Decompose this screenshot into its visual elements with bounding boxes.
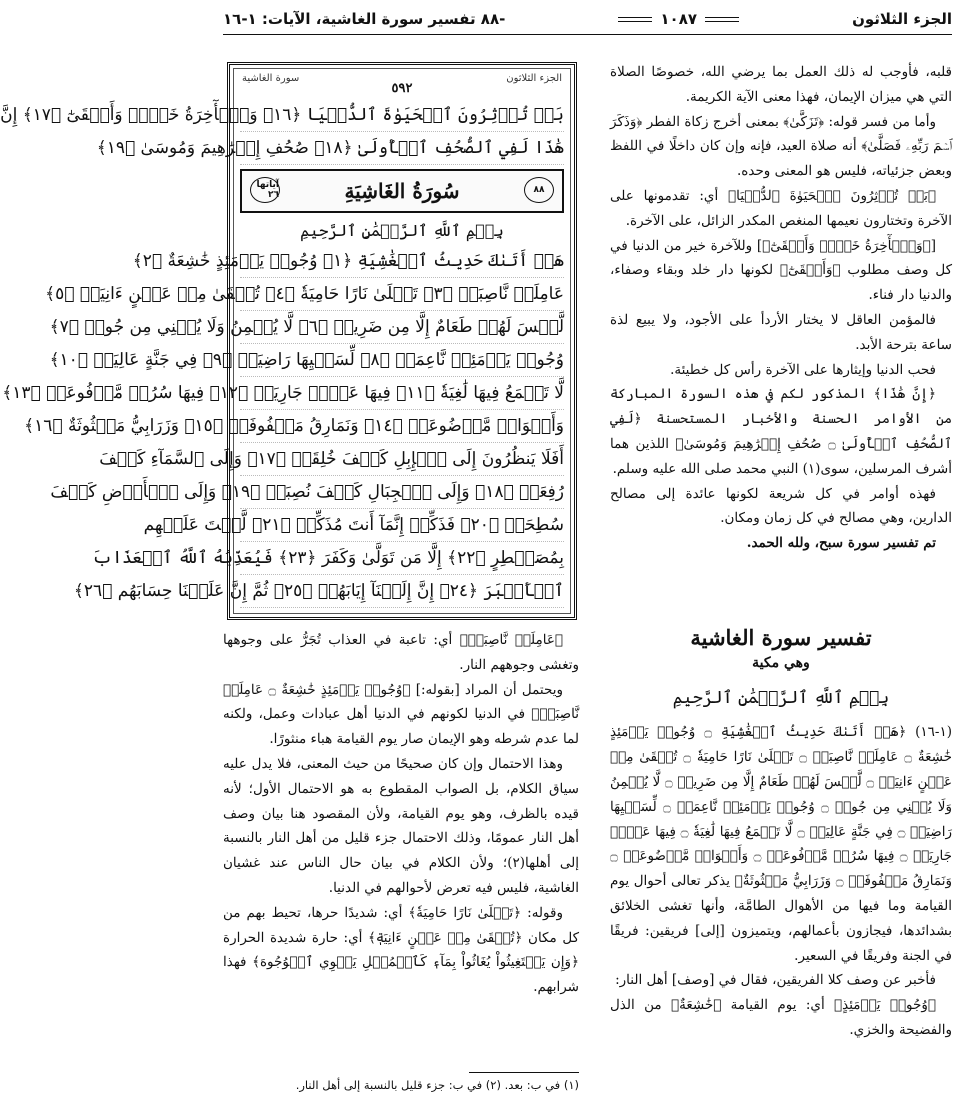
quran-text [0, 99, 564, 608]
verse-line: لَّيۡسَ لَهُمۡ طَعَامٌ إِلَّا مِن ضَرِيعٖ ﴿٦﴾ لَّا يُسۡمِنُ وَلَا يُغۡنِي مِن جُوعٖ ﴿٧﴾ [240, 311, 564, 344]
surah-banner-title: سُورَةُ الغَاشِيَةِ [344, 179, 460, 203]
paragraph: (١-١٦) ﴿هَلۡ أَتَىٰكَ حَدِيثُ ٱلۡغَٰشِيَةِ ۝ وُجُوهٞ يَوۡمَئِذٍ خَٰشِعَةٌ ۝ عَامِلَةٞ نَّاصِبَةٞ ۝ تَصۡلَىٰ نَارًا حَامِيَةٗ ۝ تُسۡقَىٰ مِنۡ عَيۡنٍ ءَانِيَةٖ ۝ لَّيۡسَ لَهُمۡ طَعَامٌ إِلَّا مِن ضَرِيعٖ ۝ لَّا يُسۡمِنُ وَلَا يُغۡنِي مِن جُوعٖ ۝ وُجُوهٞ يَوۡمَئِذٖ نَّاعِمَةٞ ۝ لِّسَعۡيِهَا رَاضِيَةٞ ۝ فِي جَنَّةٍ عَالِيَةٖ ۝ لَّا تَسۡمَعُ فِيهَا لَٰغِيَةٗ ۝ فِيهَا عَيۡنٞ جَارِيَةٞ ۝ فِيهَا سُرُرٞ مَّرۡفُوعَةٞ ۝ وَأَكۡوَابٞ مَّوۡضُوعَةٞ ۝ وَنَمَارِقُ مَصۡفُوفَةٞ ۝ وَزَرَابِيُّ مَبۡثُوثَةٌ﴾ يذكر تعالى أحوال يوم القيامة وما فيها من الأهوال الطامَّة، وأنها تغشى الخلائق بشدائدها، فيجازون بأعمالهم، ويتميزون [إلى] فريقين: فريقًا في الجنة وفريقًا في السعير. [610, 724, 953, 964]
verse-line: عَامِلَةٞ نَّاصِبَةٞ ﴿٣﴾ تَصۡلَىٰ نَارًا حَامِيَةٗ ﴿٤﴾ تُسۡقَىٰ مِنۡ عَيۡنٍ ءَانِيَةٖ ﴿٥﴾ [240, 278, 564, 311]
surah-commentary-subtitle: وهي مكية [752, 654, 810, 671]
paragraph: ﴿عَامِلَةٞ نَّاصِبَةٞ﴾ أي: تاعبة في العذاب تُجَرُّ على وجوهها وتغشى وجوههم النار. [223, 632, 579, 673]
paragraph: ﴿بَلۡ تُؤۡثِرُونَ ٱلۡحَيَوٰةَ ٱلدُّنۡيَا﴾ أي: تقدمونها على الآخرة وتختارون نعيمها المنغص المكدر الزائل، على الآخرة. [610, 187, 952, 229]
paragraph: وهذا الاحتمال وإن كان صحيحًا من حيث المعنى، فلا يدل عليه سياق الكلام، بل الصواب المقطوع به هو الاحتمال الأول؛ لأنه قيده بالظرف، وهو يوم القيامة، ولأن المقصود هنا بيان وصف أهل النار عمومًا، وذلك الاحتمال جزء قليل من أهل النار بالنسبة إلى أهلها(٢)؛ ولأن الكلام في بيان حال الناس عند غشيان الغاشية، فليس فيه تعرض لأحوالهم في الدنيا. [223, 755, 579, 896]
paragraph: وقوله: ﴿تَصۡلَىٰ نَارًا حَامِيَةٗ﴾ أي: شديدًا حرها، تحيط بهم من كل مكان ﴿تُسۡقَىٰ مِنۡ عَيۡنٍ ءَانِيَةٖ﴾ أي: حارة شديدة الحرارة ﴿وَإِن يَسۡتَغِيثُواْ يُغَاثُواْ بِمَآءٖ كَٱلۡمُهۡلِ يَشۡوِي ٱلۡوُجُوهَ﴾ فهذا شرابهم. [223, 904, 579, 996]
verse-line: هَلۡ أَتَىٰكَ حَدِيثُ ٱلۡغَٰشِيَةِ ﴿١﴾ وُجُوهٞ يَوۡمَئِذٍ خَٰشِعَةٌ ﴿٢﴾ [240, 245, 564, 278]
paragraph: فحب الدنيا وإيثارها على الآخرة رأس كل خطيئة. [670, 361, 936, 378]
paragraph: قلبه، فأوجب له ذلك العمل بما يرضي الله، خصوصًا الصلاة التي هي ميزان الإيمان، فهذا معنى الآية الكريمة. [610, 64, 952, 105]
verse-line: وَأَكۡوَابٞ مَّوۡضُوعَةٞ ﴿١٤﴾ وَنَمَارِقُ مَصۡفُوفَةٞ ﴿١٥﴾ وَزَرَابِيُّ مَبۡثُوثَةٌ ﴿١٦﴾ [240, 410, 564, 443]
footnotes: (١) في ب: بعد. (٢) في ب: جزء قليل بالنسبة إلى أهل النار. [295, 1078, 579, 1092]
surah-commentary-title: تفسير سورة الغاشية [690, 625, 872, 650]
paragraph: فالمؤمن العاقل لا يختار الأردأ على الأجود، ولا يبيع لذة ساعة بترحة الأبد. [610, 311, 952, 353]
commentary-left-bottom [223, 628, 579, 1000]
paragraph: فهذه أوامر في كل شريعة لكونها عائدة إلى مصالح الدارين، وهي مصالح في كل زمان ومكان. [610, 485, 952, 527]
mushaf-basmala: بِسۡمِ ٱللَّهِ ٱلرَّحۡمَٰنِ ٱلرَّحِيمِ [300, 221, 504, 240]
mushaf-page-number: ٥٩٢ [391, 81, 413, 96]
paragraph: ﴿إِنَّ هَٰذَا﴾ المذكور لكم في هذه السورة المباركة من الأوامر الحسنة والأخبار المستحسنة ﴿لَفِي ٱلصُّحُفِ ٱلۡأُولَىٰ ۝ صُحُفِ إِبۡرَٰهِيمَ وَمُوسَىٰ﴾ اللذين هما أشرف المرسلين، سوى(١) النبي محمد صلى الله عليه وسلم. [610, 386, 952, 477]
verse-line: هَٰذَا لَفِي ٱلصُّحُفِ ٱلۡأُولَىٰ ﴿١٨﴾ صُحُفِ إِبۡرَٰهِيمَ وَمُوسَىٰ ﴿١٩﴾ [240, 132, 564, 165]
page-number: ١٠٨٧ [660, 10, 698, 28]
verse-line: أَفَلَا يَنظُرُونَ إِلَى ٱلۡإِبِلِ كَيۡفَ خُلِقَتۡ ﴿١٧﴾ وَإِلَى ٱلسَّمَآءِ كَيۡفَ [240, 443, 564, 476]
section-title: -٨٨ تفسير سورة الغاشية، الآيات: ١-١٦ [223, 10, 506, 28]
paragraph: فأخبر عن وصف كلا الفريقين، فقال في [وصف] أهل النار: [615, 972, 936, 989]
paragraph: وأما من فسر قوله: ﴿تَزَكَّىٰ﴾ بمعنى أخرج زكاة الفطر ﴿وَذَكَرَ ٱسۡمَ رَبِّهِۦ فَصَلَّىٰ﴾ أنه صلاة العيد، فإنه وإن كان داخلًا في اللفظ وبعض جزئياته، فليس هو المعنى وحده. [610, 113, 952, 180]
surah-banner [240, 169, 564, 213]
mushaf-surah-label: سورة الغاشية [242, 73, 300, 84]
mushaf-page-frame [0, 62, 577, 620]
juz-title: الجزء الثلاثون [852, 10, 952, 28]
header-rule [223, 34, 952, 35]
paragraph: [﴿وَٱلۡأٓخِرَةُ خَيۡرٞ وَأَبۡقَىٰٓ﴾] وللآخرة خير من الدنيا في كل وصف مطلوب ﴿وَأَبۡقَىٰٓ﴾ لكونها دار خلد وبقاء وصفاء، والدنيا دار فناء. [610, 237, 952, 304]
commentary-right-bottom [610, 618, 952, 1043]
paragraph: ﴿وُجُوهٞ يَوۡمَئِذٍ﴾ أي: يوم القيامة ﴿خَٰشِعَةٌ﴾ من الذل والفضيحة والخزي. [610, 997, 952, 1038]
surah-order-medallion: ٨٨ [524, 177, 554, 203]
paragraph: ويحتمل أن المراد [بقوله:] ﴿وُجُوهٞ يَوۡمَئِذٍ خَٰشِعَةٌ ۝ عَامِلَةٞ نَّاصِبَةٞ﴾ في الدنيا لكونهم في الدنيا أهل عبادات وعمل، ولكنه لما عدم شرطه وهو الإيمان صار يوم القيامة هباء منثورًا. [223, 681, 579, 748]
verse-line: سُطِحَتۡ ﴿٢٠﴾ فَذَكِّرۡ إِنَّمَآ أَنتَ مُذَكِّرٞ ﴿٢١﴾ لَّسۡتَ عَلَيۡهِم [240, 509, 564, 542]
verse-line: بَلۡ تُؤۡثِرُونَ ٱلۡحَيَوٰةَ ٱلدُّنۡيَا ﴿١٦﴾ وَٱلۡأٓخِرَةُ خَيۡرٞ وَأَبۡقَىٰٓ ﴿١٧﴾ إِنَّ [240, 99, 564, 132]
verse-line: لَّا تَسۡمَعُ فِيهَا لَٰغِيَةٗ ﴿١١﴾ فِيهَا عَيۡنٞ جَارِيَةٞ ﴿١٢﴾ فِيهَا سُرُرٞ مَّرۡفُوعَةٞ ﴿١٣﴾ [240, 377, 564, 410]
verse-line: رُفِعَتۡ ﴿١٨﴾ وَإِلَى ٱلۡجِبَالِ كَيۡفَ نُصِبَتۡ ﴿١٩﴾ وَإِلَى ٱلۡأَرۡضِ كَيۡفَ [240, 476, 564, 509]
basmala: بِسۡمِ ٱللَّهِ ٱلرَّحۡمَٰنِ ٱلرَّحِيمِ [672, 687, 890, 708]
surah-ayat-medallion: آياتها ٢٦ [250, 177, 280, 203]
verse-line: بِمُصَيۡطِرٍ ﴿٢٢﴾ إِلَّا مَن تَوَلَّىٰ وَكَفَرَ ﴿٢٣﴾ فَيُعَذِّبُهُ ٱللَّهُ ٱلۡعَذَابَ [240, 542, 564, 575]
mushaf-juz-label: الجزء الثلاثون [506, 73, 562, 84]
verse-line: ٱلۡأَكۡبَرَ ﴿٢٤﴾ إِنَّ إِلَيۡنَآ إِيَابَهُمۡ ﴿٢٥﴾ ثُمَّ إِنَّ عَلَيۡنَا حِسَابَهُم ﴿٢٦﴾ [240, 575, 564, 608]
running-header [223, 6, 952, 32]
commentary-right-top [610, 60, 952, 556]
section-end-note: تم تفسير سورة سبح، ولله الحمد. [746, 535, 936, 552]
verse-line: وُجُوهٞ يَوۡمَئِذٖ نَّاعِمَةٞ ﴿٨﴾ لِّسَعۡيِهَا رَاضِيَةٞ ﴿٩﴾ فِي جَنَّةٍ عَالِيَةٖ ﴿١٠﴾ [240, 344, 564, 377]
footnote-rule [469, 1072, 579, 1073]
